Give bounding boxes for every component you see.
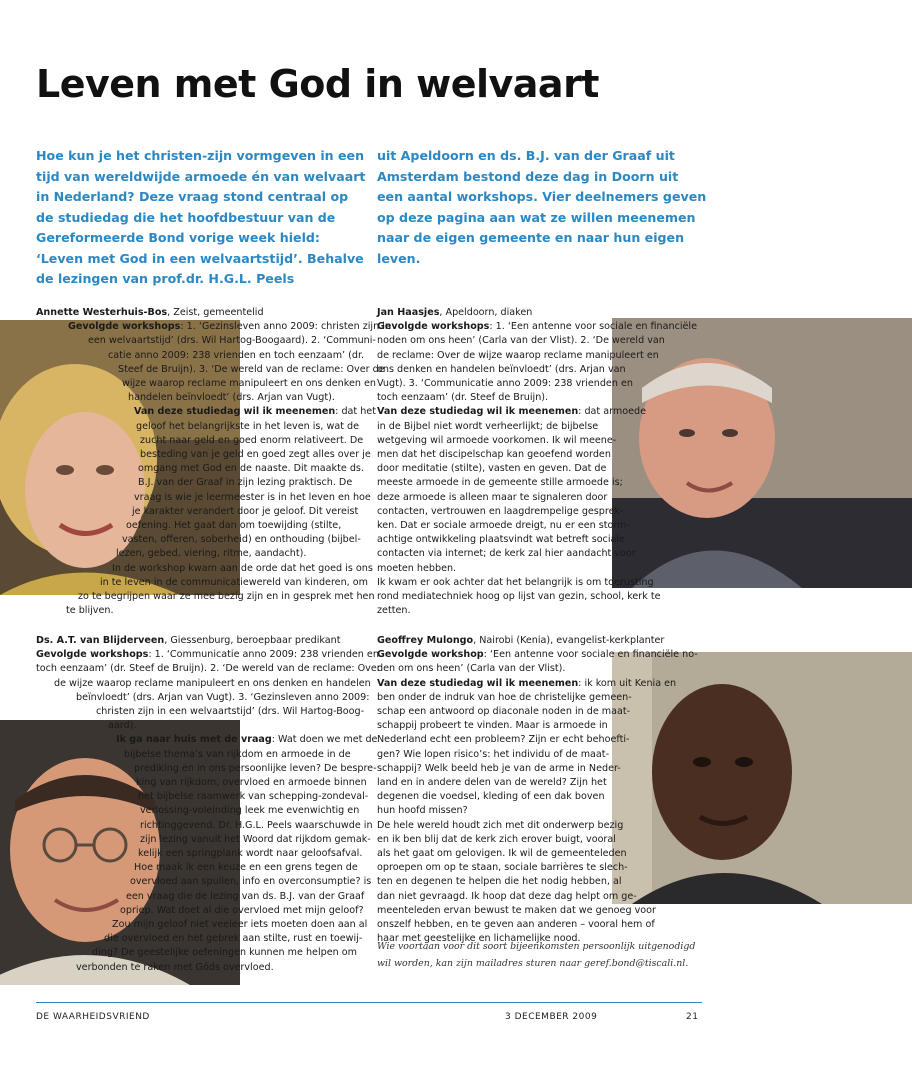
person-name: Geoffrey Mulongo	[377, 635, 474, 646]
line-text: ons denken en handelen beïnvloedt’ (drs. Arjan van	[377, 363, 626, 375]
line-text: noden om ons heen’ (Carla van der Vlist). 2. ‘De wereld van	[377, 335, 665, 347]
line-text: : ‘Een antenne voor sociale en financiële no-	[483, 649, 698, 661]
line-text: die overvloed en het gebrek aan stilte, rust en toewij-	[104, 933, 363, 945]
line-text: een welvaartstijd’ (drs. Wil Hartog-Boogaard). 2. ‘Communi-	[88, 335, 376, 347]
testimonial-geoffrey	[377, 634, 707, 946]
intro-left	[36, 146, 366, 290]
line-text: vasten, offeren, soberheid) en onthouding (bijbel-	[122, 534, 361, 546]
line-label: Ik ga naar huis met de vraag	[116, 734, 272, 746]
testimonial-van-blijderveen	[36, 634, 381, 975]
line-text: ding? De geestelijke oefeningen kunnen me helpen om	[92, 947, 357, 959]
intro-left-text: Hoe kun je het christen-zijn vormgeven in een tijd van wereldwijde armoede én van welvaart in Nederland? Deze vraag stond centraal op de studiedag die het hoofdbestuur van de Gereformeerde Bond vorige week hield: ‘Leven met God in een welvaartstijd’. Behalve de lezingen van prof.dr. H.G.L. Peels	[36, 148, 366, 286]
person-details: , Giessenburg, beroepbaar predikant	[164, 635, 341, 646]
line-text: wijze waarop reclame manipuleert en ons denken en	[122, 378, 376, 390]
line-text: : ik kom uit Kenia en	[578, 677, 677, 689]
line-text: : dat het	[335, 406, 376, 418]
line-text: Steef de Bruijn). 3. ‘De wereld van de reclame: Over de	[118, 363, 385, 375]
line-text: king van rijkdom, overvloed en armoede binnen	[136, 777, 367, 789]
line-text: handelen beïnvloedt’ (drs. Arjan van Vugt).	[128, 392, 335, 404]
line-text: verbonden te raken met Góds overvloed.	[76, 961, 274, 973]
line-label: Gevolgde workshops	[36, 649, 149, 661]
line-text: in te leven in de communicatiewereld van kinderen, om	[100, 576, 368, 588]
line-text: In de workshop kwam aan de orde dat het goed is ons	[112, 562, 373, 574]
person-details: , Apeldoorn, diaken	[439, 307, 533, 318]
intro-right	[377, 146, 707, 269]
line-text: geloof het belangrijkste in het leven is, wat de	[136, 420, 360, 432]
line-text: christen zijn in een welvaartstijd’ (drs. Wil Hartog-Boog-	[96, 706, 365, 718]
person-name: Jan Haasjes	[377, 307, 440, 318]
line-text: achtige ontwikkeling plaatsvindt wat betreft sociale	[377, 534, 625, 546]
footer-date: 3 DECEMBER 2009	[505, 1012, 598, 1022]
line-text: den om ons heen’ (Carla van der Vlist).	[377, 663, 566, 675]
line-text: men dat het discipelschap kan geoefend worden	[377, 449, 611, 461]
line-text: deze armoede is alleen maar te signaleren door	[377, 491, 608, 503]
footer-divider	[36, 1002, 702, 1003]
line-text: ben onder de indruk van hoe de christelijke gemeen-	[377, 691, 632, 703]
line-text: aard).	[108, 720, 137, 732]
line-text: Ik kwam er ook achter dat het belangrijk is om toerusting	[377, 576, 654, 588]
line-text: meeste armoede in de gemeente stille armoede is;	[377, 477, 623, 489]
line-text: zetten.	[377, 605, 411, 617]
line-text: Zou mijn geloof niet veeleer iets moeten doen aan al	[112, 919, 368, 931]
line-text: rond mediatechniek hoog op lijst van gezin, school, kerk te	[377, 591, 661, 603]
person-details: , Nairobi (Kenia), evangelist-kerkplanter	[473, 635, 665, 646]
line-text: : 1. ‘Gezinsleven anno 2009: christen zijn in	[180, 321, 391, 333]
line-text: de reclame: Over de wijze waarop reclame manipuleert en	[377, 349, 659, 361]
testimonial-annette	[36, 306, 391, 618]
line-text: kelijk een springplank wordt naar geloofsafval.	[138, 848, 363, 860]
line-text: meenteleden ervan bewust te maken dat we genoeg voor	[377, 904, 656, 916]
line-text: : Wat doen we met de	[271, 734, 378, 746]
line-text: gen? Wie lopen risico’s: het individu of de maat-	[377, 748, 610, 760]
line-text: zo te begrijpen waar ze mee bezig zijn en in gesprek met hen	[78, 591, 375, 603]
invitation-note: Wie voortaan voor dit soort bijeenkomsten persoonlijk uitgenodigd wil worden, kan zijn mailadres sturen naar geref.bond@tiscali.nl.	[377, 941, 696, 969]
line-text: lezen, gebed, viering, ritme, aandacht).	[116, 548, 307, 560]
line-text: verlossing-voleinding leek me evenwichtig en	[140, 805, 360, 817]
line-label: Van deze studiedag wil ik meenemen	[377, 677, 579, 689]
page-title: Leven met God in welvaart	[36, 62, 599, 106]
line-text: dan niet gevraagd. Ik hoop dat deze dag helpt om ge-	[377, 890, 637, 902]
line-text: zijn lezing vanuit het Woord dat rijkdom gemak-	[140, 833, 371, 845]
line-text: catie anno 2009: 238 vrienden en toch eenzaam’ (dr.	[108, 349, 365, 361]
line-text: moeten hebben.	[377, 562, 457, 574]
line-text: door meditatie (stilte), vasten en geven. Dat de	[377, 463, 607, 475]
line-text: haar met geestelijke en lichamelijke nood.	[377, 933, 581, 945]
line-text: beïnvloedt’ (drs. Arjan van Vugt). 3. ‘Gezinsleven anno 2009:	[76, 691, 370, 703]
line-text: je karakter verandert door je geloof. Dit vereist	[132, 505, 359, 517]
line-text: prediking en in ons persoonlijke leven? De bespre-	[134, 762, 377, 774]
line-text: hun hoofd missen?	[377, 805, 468, 817]
line-text: als het gaat om gelovigen. Ik wil de gemeenteleden	[377, 848, 627, 860]
line-text: onszelf hebben, en te geven aan anderen – vooral hem of	[377, 919, 655, 931]
line-text: degenen die voedsel, kleding of een dak boven	[377, 791, 605, 803]
line-label: Gevolgde workshop	[377, 649, 484, 661]
intro-right-text: uit Apeldoorn en ds. B.J. van der Graaf uit Amsterdam bestond deze dag in Doorn uit een aantal workshops. Vier deelnemers geven op deze pagina aan wat ze willen meenemen naar de eigen gemeente en naar hun eigen leven.	[377, 148, 707, 266]
line-label: Gevolgde workshops	[68, 321, 181, 333]
line-text: toch eenzaam’ (dr. Steef de Bruijn). 2. ‘De wereld van de reclame: Over	[36, 663, 381, 675]
line-text: : 1. ‘Communicatie anno 2009: 238 vrienden en	[148, 649, 379, 661]
line-text: zucht naar geld en goed enorm relativeert. De	[140, 434, 364, 446]
line-text: overvloed aan spullen, info en overconsumptie? is	[130, 876, 372, 888]
footer-page-number: 21	[686, 1012, 699, 1022]
line-text: schappij probeert te vinden. Maar is armoede in	[377, 720, 608, 732]
line-text: toch eenzaam’ (dr. Steef de Bruijn).	[377, 392, 549, 404]
line-text: schappij? Welk beeld heb je van de arme in Neder-	[377, 762, 621, 774]
line-text: oefening. Het gaat dan om toewijding (stilte,	[126, 520, 342, 532]
line-text: wetgeving wil armoede voorkomen. Ik wil meene-	[377, 434, 617, 446]
line-text: te blijven.	[66, 605, 114, 617]
line-text: omgang met God en de naaste. Dit maakte ds.	[138, 463, 364, 475]
person-details: , Zeist, gemeentelid	[167, 307, 264, 318]
line-label: Van deze studiedag wil ik meenemen	[134, 406, 336, 418]
person-name: Annette Westerhuis-Bos	[36, 307, 168, 318]
line-text: Hoe maak ik een keuze en een grens tegen de	[134, 862, 358, 874]
line-text: en ik ben blij dat de kerk zich erover buigt, vooral	[377, 833, 616, 845]
line-text: besteding van je geld en goed zegt alles over je	[140, 449, 371, 461]
line-text: het bijbelse raamwerk van schepping-zondeval-	[138, 791, 369, 803]
line-text: richtinggevend. Dr. H.G.L. Peels waarschuwde in	[140, 819, 373, 831]
line-text: ten en degenen te helpen die het nodig hebben, al	[377, 876, 622, 888]
line-text: Vugt). 3. ‘Communicatie anno 2009: 238 vrienden en	[377, 378, 633, 390]
line-text: Nederland echt een probleem? Zijn er echt behoefti-	[377, 734, 630, 746]
line-text: opriep. Wat doet al die overvloed met mijn geloof?	[120, 904, 364, 916]
person-name: Ds. A.T. van Blijderveen	[36, 635, 165, 646]
testimonial-jan	[377, 306, 707, 618]
line-text: een vraag die de lezing van ds. B.J. van der Graaf	[126, 890, 365, 902]
line-text: : dat armoede	[578, 406, 646, 418]
line-text: : 1. ‘Een antenne voor sociale en financiële	[489, 321, 697, 333]
line-text: oproepen om op te staan, sociale barrières te slech-	[377, 862, 628, 874]
line-text: vraag is wie je leermeester is in het leven en hoe	[134, 491, 371, 503]
line-text: bijbelse thema’s van rijkdom en armoede in de	[124, 748, 351, 760]
line-text: ken. Dat er sociale armoede dreigt, nu er een storm-	[377, 520, 630, 532]
line-text: B.J. van der Graaf in zijn lezing praktisch. De	[138, 477, 353, 489]
line-label: Gevolgde workshops	[377, 321, 490, 333]
line-text: De hele wereld houdt zich met dit onderwerp bezig	[377, 819, 624, 831]
line-text: contacten, vertrouwen en laagdrempelige gesprek-	[377, 505, 624, 517]
line-text: contacten via internet; de kerk zal hier aandacht voor	[377, 548, 636, 560]
line-text: schap een antwoord op diaconale noden in de maat-	[377, 706, 631, 718]
line-label: Van deze studiedag wil ik meenemen	[377, 406, 579, 418]
line-text: land en in andere delen van de wereld? Zijn het	[377, 777, 607, 789]
line-text: de wijze waarop reclame manipuleert en ons denken en handelen	[54, 677, 371, 689]
line-text: in de Bijbel niet wordt verheerlijkt; de bijbelse	[377, 420, 599, 432]
footer-publication: DE WAARHEIDSVRIEND	[36, 1012, 150, 1022]
